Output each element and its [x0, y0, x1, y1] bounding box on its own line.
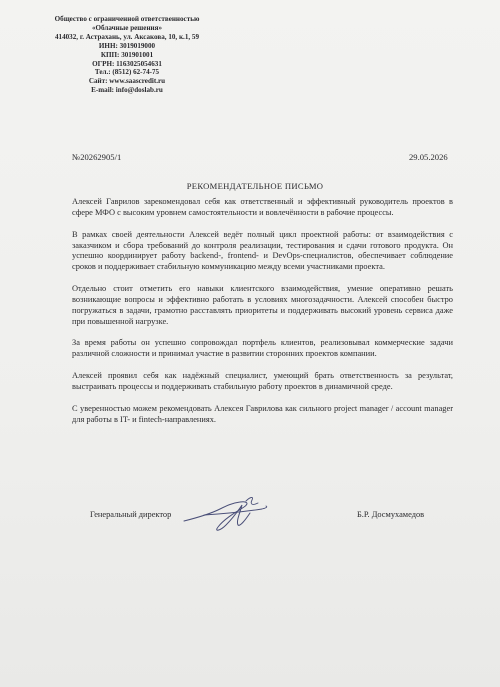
paragraph-achievements: За время работы он успешно сопровождал портфель клиентов, реализовывал коммерческие задачи различной сложности и принимал участие в развитии сторонних проектов компании.	[72, 338, 453, 359]
company-letterhead	[22, 15, 232, 95]
company-name: «Облачные решения»	[91, 23, 163, 32]
company-website: Сайт: www.saascredit.ru	[88, 77, 166, 86]
handwritten-signature	[180, 495, 275, 535]
paragraph-responsibilities: В рамках своей деятельности Алексей ведёт полный цикл проектной работы: от взаимодействия с заказчиком и сбора требований до контроля реализации, тестирования и сдачи готового продукта. Он успешно координирует работу backend-, frontend- и DevOps-специалистов, обеспечивает соблюдение сроков и поддерживает стабильную коммуникацию между всеми участниками проекта.	[72, 229, 453, 272]
letter-title: РЕКОМЕНДАТЕЛЬНОЕ ПИСЬМО	[186, 181, 324, 191]
company-kpp: КПП: 301901001	[100, 50, 154, 59]
paragraph-reliability: Алексей проявил себя как надёжный специалист, умеющий брать ответственность за результат, выстраивать процессы и поддерживать стабильную работу проектов в динамичной среде.	[72, 371, 453, 391]
company-address: 414032, г. Астрахань, ул. Аксакова, 10, к.1, 59	[54, 32, 200, 41]
letter-body	[72, 197, 453, 436]
signer-title: Генеральный директор	[90, 510, 172, 519]
paragraph-client-skills: Отдельно стоит отметить его навыки клиентского взаимодействия, умение оперативно решать возникающие вопросы и эффективно работать в условиях многозадачности. Алексей способен быстро погружаться в задачи, грамотно расставлять приоритеты и поддерживать высокий уровень сервиса даже при повышенной нагрузке.	[72, 284, 453, 326]
letter-reference-number: №20262905/1	[72, 152, 122, 162]
company-ogrn: ОГРН: 1163025054631	[92, 59, 162, 68]
paragraph-recommendation: С уверенностью можем рекомендовать Алексея Гаврилова как сильного project manager / account manager для работы в IT- и fintech-направлениях.	[72, 403, 453, 424]
company-legal-form: Общество с ограниченной ответственностью	[54, 15, 200, 23]
letter-date: 29.05.2026	[409, 152, 448, 162]
paragraph-introduction: Алексей Гаврилов зарекомендовал себя как ответственный и эффективный руководитель проектов в сфере МФО с высоким уровнем самостоятельности и вовлечённости в рабочие процессы.	[72, 197, 453, 217]
company-inn: ИНН: 3019019000	[98, 41, 156, 50]
company-email: E-mail: info@doslab.ru	[91, 86, 163, 95]
company-phone: Тел.: (8512) 62-74-75	[94, 68, 160, 77]
signer-name: Б.Р. Досмухамедов	[357, 510, 425, 519]
